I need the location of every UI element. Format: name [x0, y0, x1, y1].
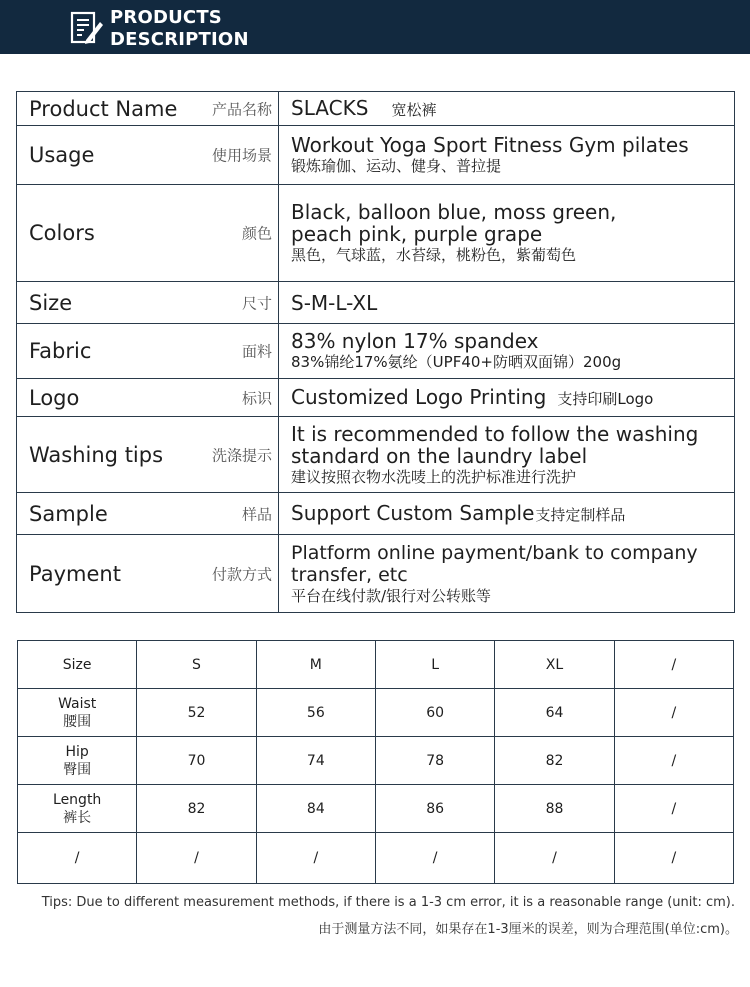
tips-text-cn: 由于测量方法不同，如果存在1-3厘米的误差，则为合理范围(单位:cm)。 [318, 922, 738, 937]
size-chart-cell: 82 [137, 785, 256, 833]
size-chart-row-waist [18, 689, 734, 737]
spec-label-en: Usage [29, 143, 95, 167]
spec-row-product-name [17, 92, 735, 126]
spec-label-cn: 产品名称 [211, 100, 272, 118]
spec-label-cell [17, 535, 279, 613]
size-chart-header-cell: M [256, 641, 375, 689]
spec-value-en: Support Custom Sample [291, 501, 535, 525]
size-chart-cell: 52 [137, 689, 256, 737]
title-line-1: PRODUCTS [110, 7, 222, 28]
spec-row-logo [17, 379, 735, 417]
size-chart-cell: 64 [495, 689, 614, 737]
spec-label-cell [17, 324, 279, 379]
size-chart-cell: / [375, 833, 494, 884]
spec-value-en: S-M-L-XL [291, 290, 378, 315]
page-title [110, 7, 249, 51]
spec-value-en: Workout Yoga Sport Fitness Gym pilates [291, 133, 689, 157]
spec-label-en: Logo [29, 385, 80, 410]
size-chart-cell: 84 [256, 785, 375, 833]
size-chart-row-label [18, 689, 137, 737]
spec-label-cn: 尺寸 [241, 294, 272, 312]
spec-value-cell [279, 535, 735, 613]
size-chart-header-cell: / [614, 641, 733, 689]
size-chart-cell: 60 [375, 689, 494, 737]
size-chart-cell: / [614, 737, 733, 785]
size-chart-row-label: / [18, 833, 137, 884]
size-chart-cell: / [614, 689, 733, 737]
spec-label-cn: 付款方式 [211, 565, 272, 583]
spec-label-en: Sample [29, 501, 108, 526]
size-chart-cell: 70 [137, 737, 256, 785]
spec-value-cn: 黑色，气球蓝，水苔绿，桃粉色，紫葡萄色 [291, 246, 577, 264]
spec-label-en: Product Name [29, 96, 178, 121]
spec-label-cell [17, 282, 279, 324]
spec-value-en-line1: It is recommended to follow the washing [291, 421, 699, 446]
size-chart-cell: 56 [256, 689, 375, 737]
row-label-en: Length [53, 791, 102, 808]
spec-label-cell [17, 185, 279, 282]
spec-value-cell [279, 92, 735, 126]
row-label-en: Hip [65, 743, 89, 760]
spec-label-en: Washing tips [29, 442, 164, 467]
spec-value-en-line2: transfer, etc [291, 563, 408, 586]
spec-label-en: Size [29, 290, 73, 315]
spec-value-cn: 宽松裤 [391, 101, 437, 119]
size-chart-cell: / [137, 833, 256, 884]
spec-value-en-line2: peach pink, purple grape [291, 222, 543, 246]
row-label-cn: 裤长 [63, 809, 92, 826]
spec-label-cn: 洗涤提示 [211, 446, 272, 464]
spec-value-cn: 平台在线付款/银行对公转账等 [291, 586, 492, 605]
spec-row-fabric [17, 324, 735, 379]
spec-value-cn: 锻炼瑜伽、运动、健身、普拉提 [291, 157, 502, 175]
spec-value-cell [279, 493, 735, 535]
size-chart-header-row [18, 641, 734, 689]
size-chart-header-cell: L [375, 641, 494, 689]
size-chart-header-cell: XL [495, 641, 614, 689]
spec-label-cell [17, 92, 279, 126]
spec-row-usage [17, 126, 735, 185]
row-label-en: Waist [58, 695, 97, 712]
size-chart-cell: 74 [256, 737, 375, 785]
size-chart-row-empty [18, 833, 734, 884]
tips-text-en: Tips: Due to different measurement methods, if there is a 1-3 cm error, it is a reasonable range (unit: cm). [41, 895, 735, 910]
spec-label-cn: 颜色 [241, 224, 272, 243]
size-chart-row-length [18, 785, 734, 833]
spec-value-cell [279, 185, 735, 282]
spec-label-cn: 标识 [241, 389, 272, 407]
header-banner [0, 0, 750, 54]
size-chart-row-hip [18, 737, 734, 785]
spec-label-cell [17, 126, 279, 185]
spec-row-size [17, 282, 735, 324]
spec-label-en: Colors [29, 221, 95, 245]
size-chart-row-label [18, 737, 137, 785]
spec-value-cn: 83%锦纶17%氨纶（UPF40+防晒双面锦）200g [291, 353, 622, 371]
size-chart-cell: 88 [495, 785, 614, 833]
spec-value-cell [279, 282, 735, 324]
row-label-cn: 臀围 [63, 761, 92, 778]
size-chart-cell: 82 [495, 737, 614, 785]
spec-value-cn: 建议按照衣物水洗唛上的洗护标准进行洗护 [291, 467, 577, 486]
spec-row-washing [17, 417, 735, 493]
spec-value-en-line1: Platform online payment/bank to company [291, 541, 698, 564]
spec-value-en-line1: Black, balloon blue, moss green, [291, 200, 617, 224]
size-chart-header-cell: Size [18, 641, 137, 689]
spec-value-en: SLACKS [291, 96, 369, 120]
spec-value-en: Customized Logo Printing [291, 385, 547, 409]
size-chart-cell: / [614, 785, 733, 833]
spec-row-sample [17, 493, 735, 535]
spec-value-cell [279, 417, 735, 493]
row-label-cn: 腰围 [63, 713, 92, 730]
size-chart-cell: 78 [375, 737, 494, 785]
spec-row-colors [17, 185, 735, 282]
spec-table [16, 91, 735, 613]
size-chart-cell: / [614, 833, 733, 884]
size-chart-cell: 86 [375, 785, 494, 833]
spec-label-cn: 面料 [241, 342, 272, 361]
spec-value-en: 83% nylon 17% spandex [291, 329, 539, 353]
spec-value-cell [279, 324, 735, 379]
spec-value-cell [279, 379, 735, 417]
size-chart-table [17, 640, 734, 884]
spec-value-cell [279, 126, 735, 185]
spec-value-en-line2: standard on the laundry label [291, 443, 588, 468]
spec-label-cell [17, 493, 279, 535]
size-chart-header-cell: S [137, 641, 256, 689]
size-chart-cell: / [256, 833, 375, 884]
spec-label-en: Fabric [29, 339, 92, 363]
spec-value-cn: 支持定制样品 [535, 506, 626, 524]
size-chart-cell: / [495, 833, 614, 884]
spec-label-cn: 样品 [241, 505, 272, 523]
spec-label-cn: 使用场景 [211, 146, 272, 165]
spec-value-cn: 支持印刷Logo [557, 390, 654, 408]
spec-label-cell [17, 417, 279, 493]
document-pen-icon [69, 10, 105, 46]
size-chart-row-label [18, 785, 137, 833]
spec-row-payment [17, 535, 735, 613]
title-line-2: DESCRIPTION [110, 29, 249, 50]
spec-label-en: Payment [29, 561, 121, 586]
spec-label-cell [17, 379, 279, 417]
